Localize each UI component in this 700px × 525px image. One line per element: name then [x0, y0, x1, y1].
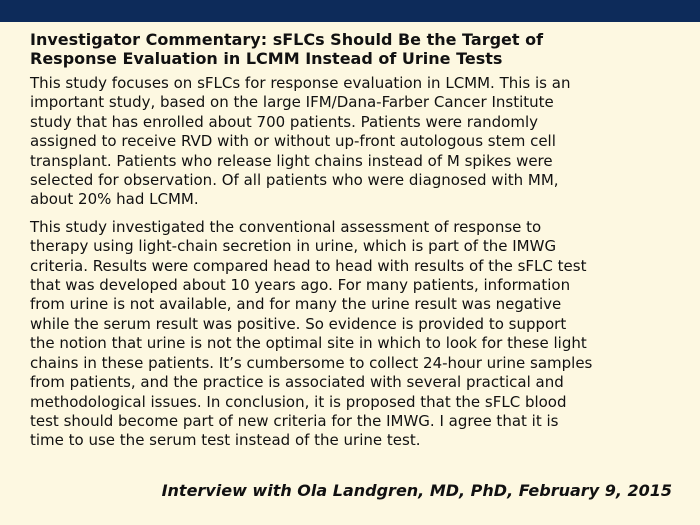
slide-content	[30, 30, 680, 451]
top-banner-bar	[0, 0, 700, 22]
body-paragraph-1: This study focuses on sFLCs for response evaluation in LCMM. This is an important study, based on the large IFM/Dana-Farber Cancer Institute study that has enrolled about 700 patients. Patients were randomly assigned to receive RVD with or without up-front autologous stem cell transplant. Patients who release light chains instead of M spikes were selected for observation. Of all patients who were diagnosed with MM, about 20% had LCMM.	[30, 74, 571, 209]
slide-title: Investigator Commentary: sFLCs Should Be the Target of Response Evaluation in LCMM Instead of Urine Tests	[30, 30, 544, 68]
attribution-line: Interview with Ola Landgren, MD, PhD, February 9, 2015	[161, 481, 672, 500]
body-paragraph-2: This study investigated the conventional assessment of response to therapy using light-chain secretion in urine, which is part of the IMWG criteria. Results were compared head to head with results of the sFLC test that was developed about 10 years ago. For many patients, information from urine is not available, and for many the urine result was negative while the serum result was positive. So evidence is provided to support the notion that urine is not the optimal site in which to look for these light chains in these patients. It’s cumbersome to collect 24-hour urine samples from patients, and the practice is associated with several practical and methodological issues. In conclusion, it is proposed that the sFLC blood test should become part of new criteria for the IMWG. I agree that it is time to use the serum test instead of the urine test.	[30, 217, 593, 450]
